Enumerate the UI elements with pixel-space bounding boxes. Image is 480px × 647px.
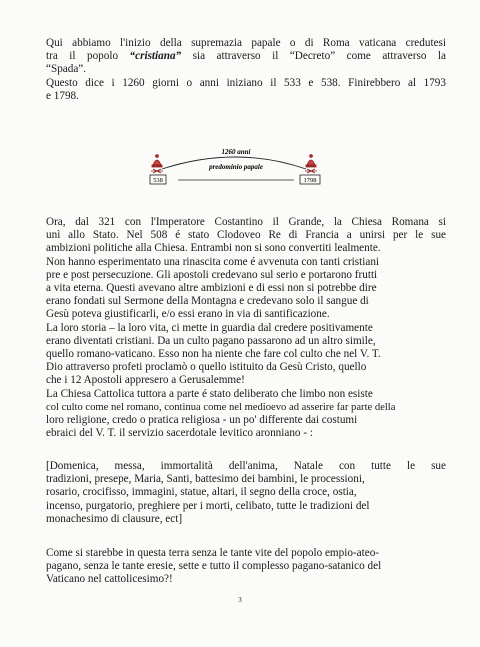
text-line: La Chiesa Cattolica tuttora a parte é stato deliberato che limbo non esiste [46, 387, 373, 400]
text-segment: sia attraverso il “Decreto” come attraverso la [181, 50, 447, 63]
timeline-middle-label: predominio papale [209, 163, 263, 171]
text-line: quello romano-vaticano. Esso non ha niente che fare col culto che nel V. T. [46, 348, 381, 361]
text-line: pre e post persecuzione. Gli apostoli credevano sul serio e portarono frutti [46, 268, 378, 281]
text-line: ambizioni politiche alla Chiesa. Entrambi non si sono convertiti lealmente. [46, 242, 381, 255]
text-line: incenso, purgatorio, preghiere per i morti, celibato, tutte le tradizioni del [46, 499, 370, 512]
timeline-diagram [148, 147, 324, 191]
text-line: Dio attraverso profeti proclamò o quello istituito da Gesù Cristo, quello [46, 361, 367, 374]
text-line: ebraici del V. T. il servizio sacerdotale levitico aronniano - : [46, 427, 313, 440]
text-line: pagano, senza le tante eresie, sette e tutto il complesso pagano-satanico del [46, 560, 382, 573]
text-line: Non hanno esperimentato una rinascita come é avvenuta con tanti cristiani [46, 255, 380, 268]
text-line: rosario, crocifisso, immagini, statue, altari, il segno della croce, ostia, [46, 486, 357, 499]
text-line: Come si starebbe in questa terra senza le tante vite del popolo empio-ateo- [46, 547, 380, 559]
timeline-top-label: 1260 anni [221, 148, 251, 156]
text-line: Ora, dal 321 con l'Imperatore Costantino il Grande, la Chiesa Romana si [46, 216, 446, 228]
text-line: [Domenica, messa, immortalità dell'anima, Natale con tutte le sue [46, 460, 446, 472]
text-line: Vaticano nel cattolicesimo?! [46, 573, 173, 586]
text-line: erano diventati cristiani. Da un culto pagano passarono ad un altro simile, [46, 334, 376, 347]
history-paragraph [46, 216, 446, 440]
text-line: loro religione, credo o pratica religiosa - un po' differente dai costumi [46, 414, 358, 427]
text-line: erano fondati sul Sermone della Montagna e credevano solo il sangue di [46, 295, 369, 308]
text-line: a vita eterna. Questi avevano altre ambizioni e di essi non si potrebbe dire [46, 282, 377, 295]
text-line: Gesù poteva giustificarli, e/o essi erano in via di santificazione. [46, 308, 330, 321]
emphasized-word: “cristiana” [129, 50, 182, 63]
traditions-list-paragraph [46, 460, 446, 526]
text-line: monachesimo di clausure, ect] [46, 512, 183, 525]
papal-tiara-right-icon [305, 155, 317, 173]
text-line: Qui abbiamo l'inizio della supremazia papale o di Roma vaticana credutesi [46, 37, 446, 49]
text-line: e 1798. [46, 89, 79, 102]
text-line: che i 12 Apostoli appresero a Gerusalemme! [46, 374, 245, 387]
text-line: tradizioni, presepe, Maria, Santi, battesimo dei bambini, le processioni, [46, 473, 365, 486]
page-number: 3 [238, 596, 242, 604]
text-line [46, 50, 446, 63]
text-line: col culto come nel romano, continua come nel medioevo ad asserire far parte della [46, 401, 396, 413]
end-year-label: 1798 [303, 177, 317, 184]
text-line: Questo dice i 1260 giorni o anni iniziano il 533 e 538. Finirebbero al 1793 [46, 76, 446, 89]
start-year-label: 538 [153, 177, 163, 184]
closing-paragraph [46, 547, 446, 587]
text-line: unì allo Stato. Nel 508 é stato Clodoveo Re di Francia a unirsi per le sue [46, 229, 446, 242]
papal-tiara-left-icon [151, 155, 163, 173]
text-line: “Spada”. [46, 63, 87, 76]
text-segment: tra il popolo [46, 50, 130, 63]
text-line: La loro storia – la loro vita, ci mette in guardia dal credere positivamente [46, 321, 373, 334]
intro-paragraph [46, 37, 446, 103]
